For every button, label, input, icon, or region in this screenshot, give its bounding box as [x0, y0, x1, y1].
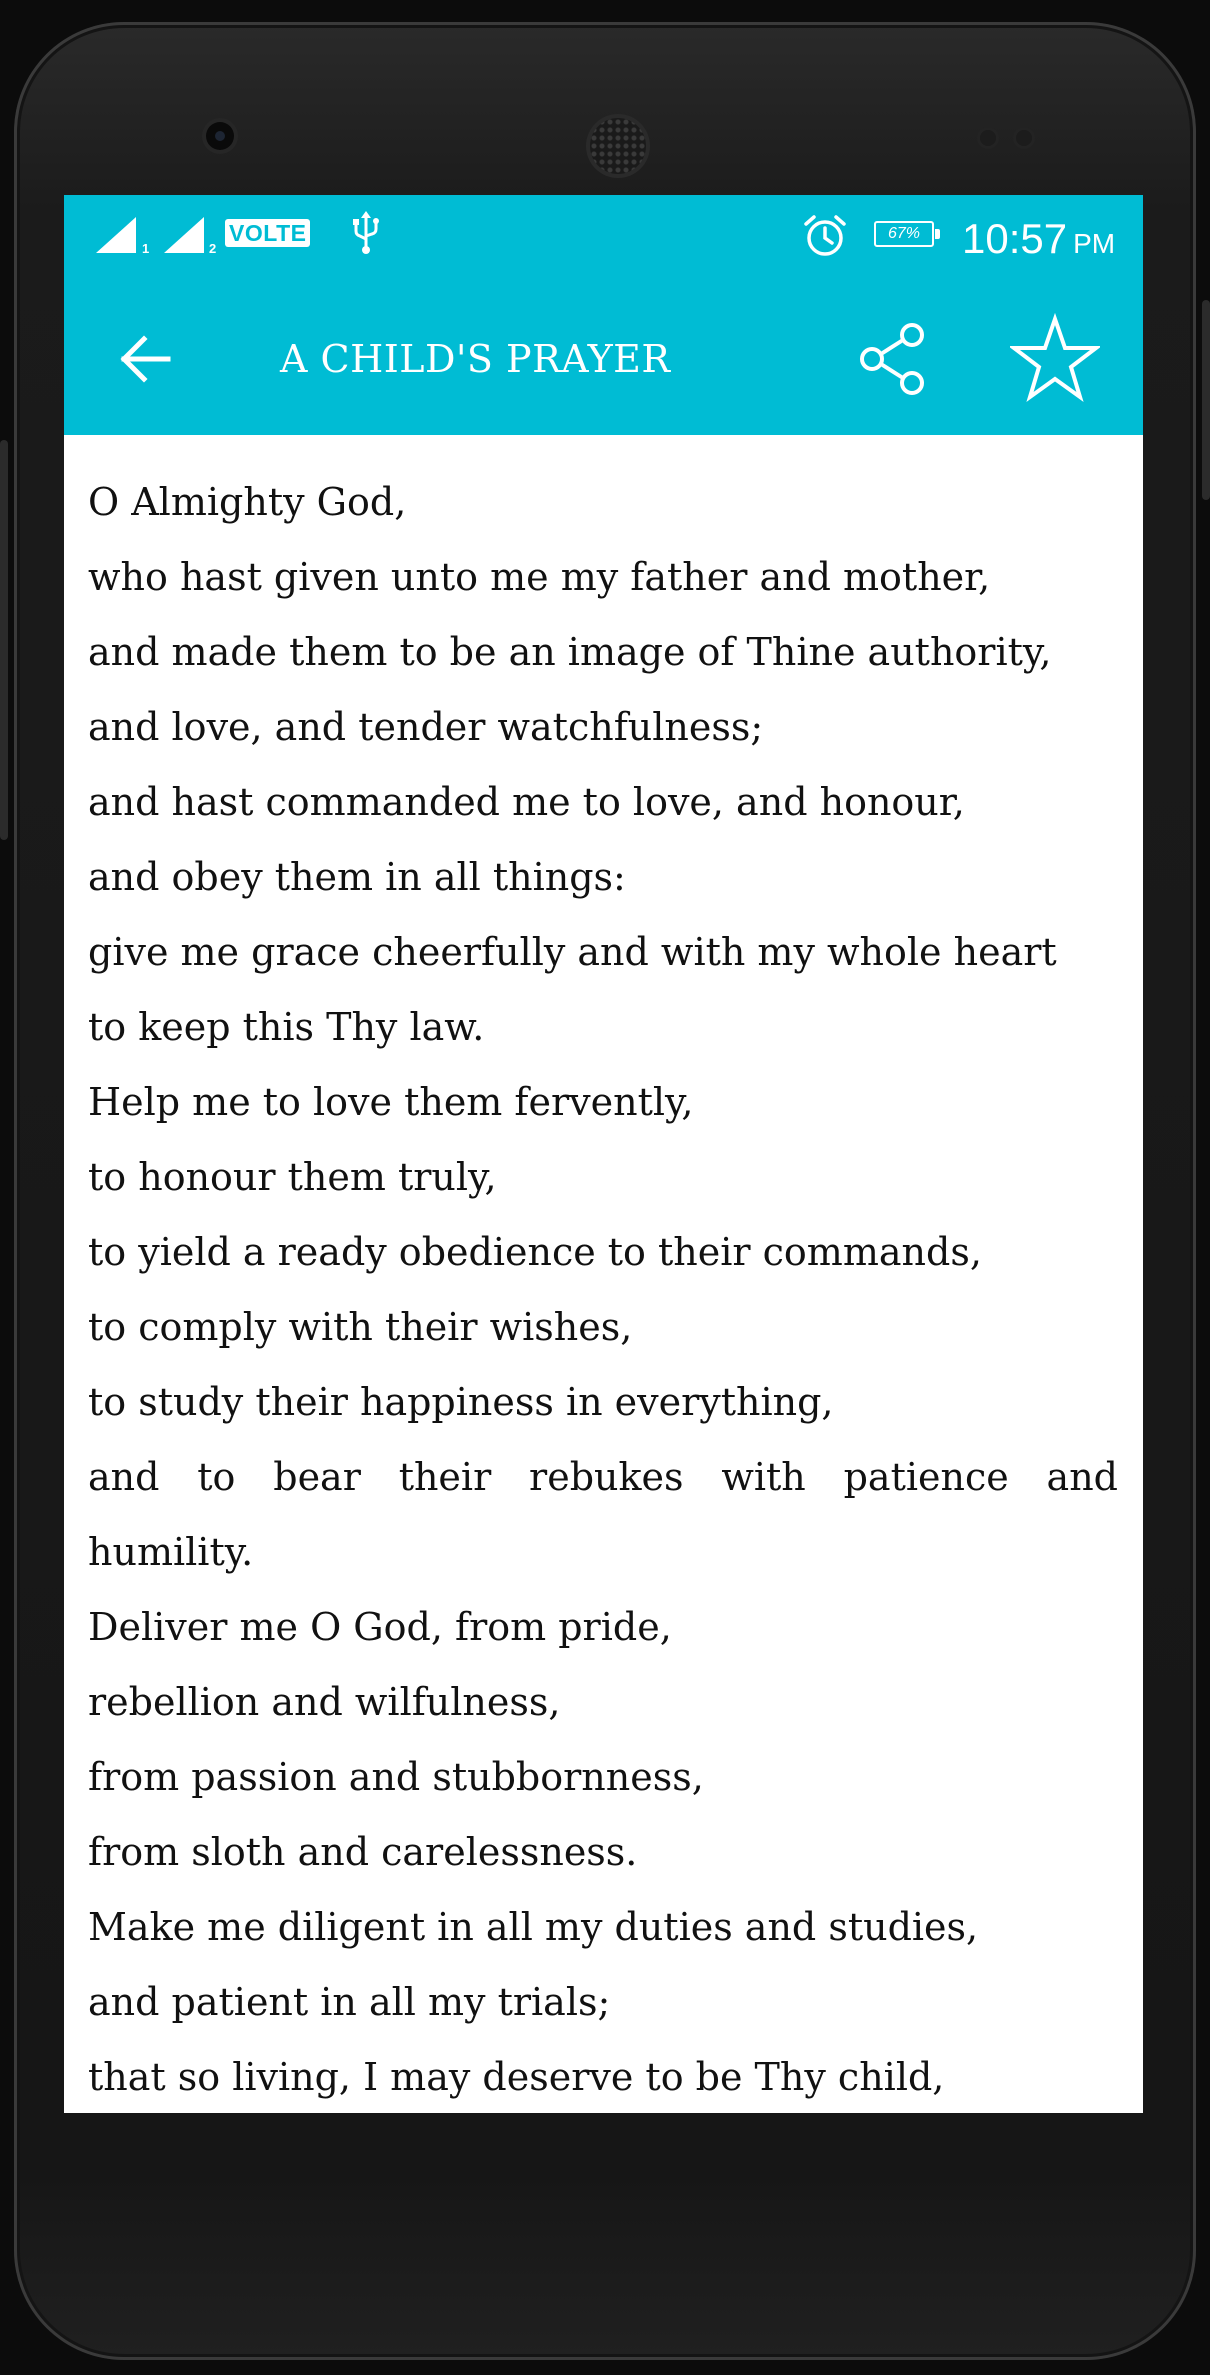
prayer-line: to keep this Thy law.: [88, 1005, 485, 1049]
page-title: A CHILD'S PRAYER: [280, 337, 671, 381]
prayer-line: and obey them in all things:: [88, 855, 626, 899]
volte-badge: VOLTE: [225, 219, 310, 247]
earpiece-speaker: [590, 118, 646, 174]
prayer-line: Help me to love them fervently,: [88, 1080, 694, 1124]
sim1-label: 1: [142, 241, 150, 256]
prayer-line: humility.: [88, 1530, 254, 1574]
share-icon[interactable]: [854, 319, 934, 399]
volume-button: [0, 440, 8, 840]
prayer-line: to yield a ready obedience to their commands,: [88, 1230, 982, 1274]
star-outline-icon[interactable]: [1010, 313, 1100, 403]
prayer-line: to honour them truly,: [88, 1155, 497, 1199]
prayer-line: who hast given unto me my father and mother,: [88, 555, 991, 599]
status-bar: [64, 195, 1143, 283]
prayer-line: and to bear their rebukes with patience and: [88, 1455, 1118, 1499]
arrow-left-icon[interactable]: [114, 327, 178, 391]
prayer-line: O Almighty God,: [88, 480, 407, 524]
prayer-line: from sloth and carelessness.: [88, 1830, 638, 1874]
clock: [962, 209, 1115, 269]
prayer-line: and patient in all my trials;: [88, 1980, 611, 2024]
prayer-line: Deliver me O God, from pride,: [88, 1605, 672, 1649]
prayer-line: to study their happiness in everything,: [88, 1380, 834, 1424]
app-bar: [64, 283, 1143, 435]
prayer-text: [88, 465, 1118, 2113]
prayer-line: and hast commanded me to love, and honour,: [88, 780, 965, 824]
prayer-line: that so living, I may deserve to be Thy child,: [88, 2055, 945, 2099]
front-camera: [206, 122, 234, 150]
sim2-label: 2: [209, 241, 217, 256]
usb-icon: [350, 211, 382, 255]
prayer-line: and made them to be an image of Thine authority,: [88, 630, 1052, 674]
prayer-line: and love, and tender watchfulness;: [88, 705, 764, 749]
screen: [64, 195, 1143, 2113]
prayer-line: from passion and stubbornness,: [88, 1755, 704, 1799]
light-sensor: [1016, 130, 1032, 146]
proximity-sensor: [980, 130, 996, 146]
signal-icon: [160, 215, 208, 255]
battery-icon: [874, 221, 934, 247]
alarm-icon: [802, 213, 848, 259]
prayer-line: to comply with their wishes,: [88, 1305, 633, 1349]
clock-time: 10:57: [962, 215, 1068, 262]
clock-ampm: PM: [1073, 228, 1116, 259]
prayer-line: Make me diligent in all my duties and studies,: [88, 1905, 979, 1949]
prayer-line: give me grace cheerfully and with my whole heart: [88, 930, 1057, 974]
power-button: [1202, 300, 1210, 500]
battery-percent: 67%: [887, 225, 921, 242]
prayer-line: rebellion and wilfulness,: [88, 1680, 561, 1724]
signal-icon: [92, 215, 140, 255]
